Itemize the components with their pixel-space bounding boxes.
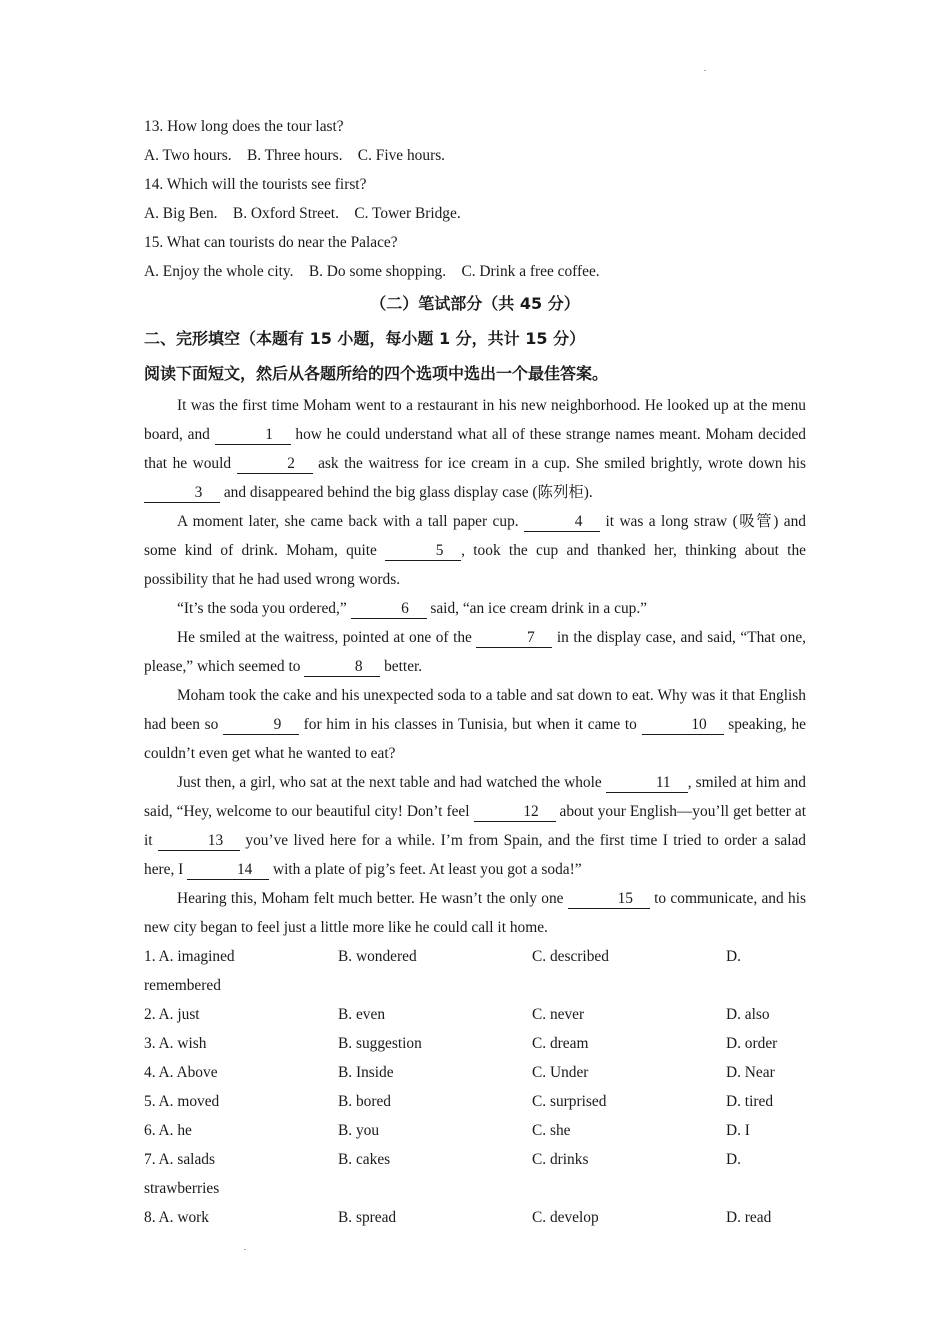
option-row [144, 1087, 806, 1116]
option-d: D. also [726, 1006, 770, 1023]
blank-14: 14 [187, 861, 269, 880]
option-c: C. surprised [532, 1093, 607, 1110]
option-a: 6. A. he [144, 1122, 192, 1139]
option-d-wrap: remembered [144, 977, 221, 994]
part-title: 二、完形填空（本题有 15 小题，每小题 1 分，共计 15 分） [144, 329, 586, 348]
question-15-options: A. Enjoy the whole city. B. Do some shopping. C. Drink a free coffee. [144, 263, 600, 280]
option-a: 3. A. wish [144, 1035, 207, 1052]
scan-dot [244, 1249, 246, 1250]
exam-page [144, 112, 806, 1232]
blank-5: 5 [385, 542, 461, 561]
option-b: B. bored [338, 1093, 392, 1110]
option-d: D. read [726, 1209, 772, 1226]
blank-11: 11 [606, 774, 688, 793]
option-a: 7. A. salads [144, 1151, 215, 1168]
blank-2: 2 [237, 455, 313, 474]
passage-paragraph: He smiled at the waitress, pointed at one of the 7 in the display case, and said, “That one, please,” which seemed to 8 better. [144, 629, 806, 675]
option-d: D. I [726, 1122, 750, 1139]
option-c: C. described [532, 948, 609, 965]
option-b: B. suggestion [338, 1035, 422, 1052]
blank-12: 12 [474, 803, 556, 822]
option-d-wrap: strawberries [144, 1180, 220, 1197]
option-b: B. spread [338, 1209, 397, 1226]
passage-paragraph: “It’s the soda you ordered,” 6 said, “an ice cream drink in a cup.” [177, 600, 648, 617]
passage-paragraph: Just then, a girl, who sat at the next table and had watched the whole 11 , smiled at him and said, “Hey, welcome to our beautiful city! Don’t feel 12 about your English—you’ll get better at it 13 you’ve lived here for a while. I’m from Spain, and the first time I tried to order a salad here, I 14 with a plate of pig’s feet. At least you got a soda!” [144, 774, 806, 878]
blank-1: 1 [215, 426, 291, 445]
options-list [144, 942, 806, 1232]
option-b: B. you [338, 1122, 380, 1139]
option-row [144, 1116, 806, 1145]
question-13: 13. How long does the tour last? [144, 118, 344, 135]
blank-7: 7 [476, 629, 552, 648]
option-a: 5. A. moved [144, 1093, 220, 1110]
blank-3: 3 [144, 484, 220, 503]
question-14-options: A. Big Ben. B. Oxford Street. C. Tower Bridge. [144, 205, 461, 222]
option-row [144, 1145, 806, 1174]
option-c: C. never [532, 1006, 585, 1023]
option-b: B. even [338, 1006, 386, 1023]
option-b: B. wondered [338, 948, 417, 965]
passage-paragraph: Moham took the cake and his unexpected soda to a table and sat down to eat. Why was it that English had been so 9 for him in his classes in Tunisia, but when it came to 10 speaking, he couldn’t even get what he wanted to eat? [144, 687, 806, 762]
option-d: D. Near [726, 1064, 775, 1081]
passage-paragraph: It was the first time Moham went to a restaurant in his new neighborhood. He looked up at the menu board, and 1 how he could understand what all of these strange names meant. Moham decided that he would 2 ask the waitress for ice cream in a cup. She smiled brightly, wrote down his 3 and disappeared behind the big glass display case (陈列柜). [144, 397, 807, 501]
option-d: D. [726, 948, 741, 965]
option-c: C. dream [532, 1035, 589, 1052]
instruction: 阅读下面短文，然后从各题所给的四个选项中选出一个最佳答案。 [144, 364, 609, 383]
blank-6: 6 [351, 600, 427, 619]
option-a: 4. A. Above [144, 1064, 218, 1081]
option-b: B. cakes [338, 1151, 391, 1168]
option-row [144, 1029, 806, 1058]
question-14: 14. Which will the tourists see first? [144, 176, 367, 193]
blank-4: 4 [524, 513, 600, 532]
option-d: D. order [726, 1035, 778, 1052]
option-d: D. tired [726, 1093, 774, 1110]
section-title: （二）笔试部分（共 45 分） [370, 294, 580, 313]
option-c: C. develop [532, 1209, 599, 1226]
option-row [144, 1203, 806, 1232]
option-c: C. drinks [532, 1151, 589, 1168]
option-a: 8. A. work [144, 1209, 209, 1226]
passage-paragraph: A moment later, she came back with a tall paper cup. 4 it was a long straw (吸管) and some kind of drink. Moham, quite 5 , took the cup and thanked her, thinking about the possibility that he had used wrong words. [144, 513, 806, 588]
blank-15: 15 [568, 890, 650, 909]
passage-paragraph: Hearing this, Moham felt much better. He wasn’t the only one 15 to communicate, and his new city began to feel just a little more like he could call it home. [144, 890, 806, 936]
blank-9: 9 [223, 716, 299, 735]
blank-10: 10 [642, 716, 724, 735]
blank-8: 8 [304, 658, 380, 677]
option-c: C. Under [532, 1064, 589, 1081]
option-row [144, 942, 806, 971]
option-a: 1. A. imagined [144, 948, 235, 965]
option-row [144, 1058, 806, 1087]
scan-dot [704, 70, 706, 71]
option-b: B. Inside [338, 1064, 394, 1081]
question-13-options: A. Two hours. B. Three hours. C. Five hours. [144, 147, 446, 164]
blank-13: 13 [158, 832, 240, 851]
question-15: 15. What can tourists do near the Palace? [144, 234, 398, 251]
option-a: 2. A. just [144, 1006, 200, 1023]
option-row [144, 1000, 806, 1029]
option-c: C. she [532, 1122, 571, 1139]
option-d: D. [726, 1151, 741, 1168]
